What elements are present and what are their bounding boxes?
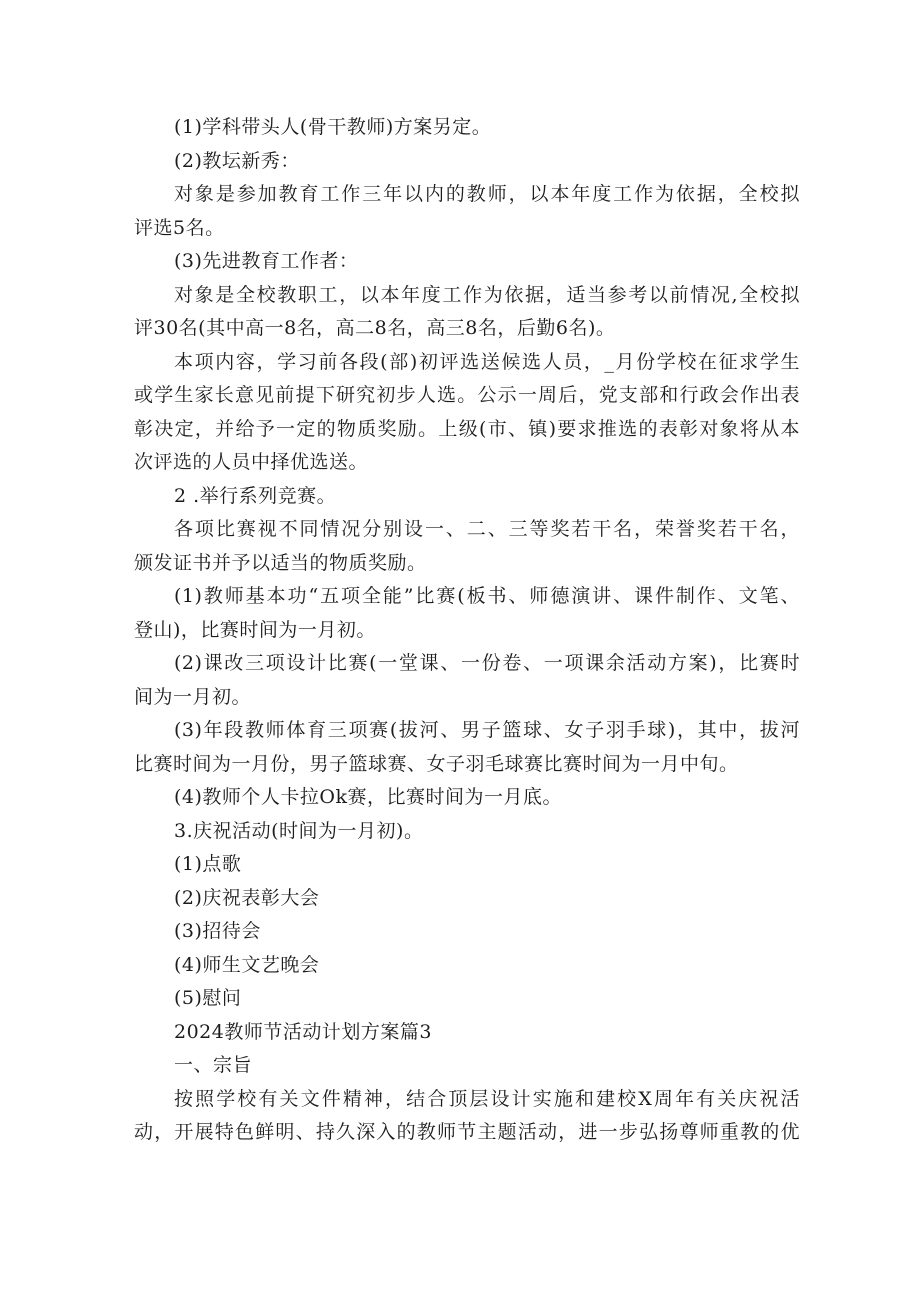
paragraph-line: 对象是参加教育工作三年以内的教师，以本年度工作为依据，全校拟 bbox=[174, 183, 800, 205]
paragraph-line: 次评选的人员中择优选送。 bbox=[134, 451, 369, 473]
list-item: (1)点歌 bbox=[174, 853, 242, 875]
text-line: (2)教坛新秀： bbox=[174, 149, 300, 172]
paragraph-line: (3)年段教师体育三项赛(拔河、男子篮球、女子羽手球)，其中，拔河 bbox=[174, 719, 800, 741]
paragraph-line: 彰决定，并给予一定的物质奖励。上级(市、镇)要求推选的表彰对象将从本 bbox=[134, 417, 800, 440]
list-item: (4)师生文艺晚会 bbox=[174, 953, 320, 976]
paragraph-line: 评30名(其中高一8名，高二8名，高三8名，后勤6名)。 bbox=[134, 317, 616, 339]
paragraph-line: 各项比赛视不同情况分别设一、二、三等奖若干名，荣誉奖若干名， bbox=[174, 518, 800, 540]
section-heading: 2 .举行系列竞赛。 bbox=[174, 484, 337, 507]
paragraph-line: 间为一月初。 bbox=[134, 685, 252, 708]
paragraph-line: 按照学校有关文件精神，结合顶层设计实施和建校X周年有关庆祝活 bbox=[174, 1087, 800, 1110]
paragraph-line: 本项内容，学习前各段(部)初评选送候选人员，_月份学校在征求学生 bbox=[174, 350, 800, 373]
list-item: (2)庆祝表彰大会 bbox=[174, 886, 320, 909]
paragraph-line: (2)课改三项设计比赛(一堂课、一份卷、一项课余活动方案)，比赛时 bbox=[174, 652, 800, 674]
text-line: (4)教师个人卡拉Ok赛，比赛时间为一月底。 bbox=[174, 786, 563, 808]
paragraph-line: 登山)，比赛时间为一月初。 bbox=[134, 618, 376, 641]
paragraph-line: 或学生家长意见前提下研究初步人选。公示一周后，党支部和行政会作出表 bbox=[134, 384, 800, 406]
document-body bbox=[134, 111, 800, 1150]
paragraph-line: 颁发证书并予以适当的物质奖励。 bbox=[134, 551, 427, 574]
paragraph-line: 比赛时间为一月份，男子篮球赛、女子羽毛球赛比赛时间为一月中旬。 bbox=[134, 752, 739, 775]
list-item: (3)招待会 bbox=[174, 920, 261, 942]
paragraph-line: 对象是全校教职工，以本年度工作为依据，适当参考以前情况,全校拟 bbox=[174, 283, 800, 306]
paragraph-line: 评选5名。 bbox=[134, 216, 225, 239]
chapter-title: 2024教师节活动计划方案篇3 bbox=[174, 1020, 432, 1043]
paragraph-line: (1)教师基本功“五项全能”比赛(板书、师德演讲、课件制作、文笔、 bbox=[174, 585, 800, 607]
section-heading: 3.庆祝活动(时间为一月初)。 bbox=[174, 819, 424, 842]
text-line: (1)学科带头人(骨干教师)方案另定。 bbox=[174, 116, 492, 138]
text-line: (3)先进教育工作者： bbox=[174, 250, 359, 272]
section-heading: 一、宗旨 bbox=[174, 1054, 253, 1076]
list-item: (5)慰问 bbox=[174, 987, 242, 1009]
paragraph-line: 动，开展特色鲜明、持久深入的教师节主题活动，进一步弘扬尊师重教的优 bbox=[134, 1121, 800, 1143]
